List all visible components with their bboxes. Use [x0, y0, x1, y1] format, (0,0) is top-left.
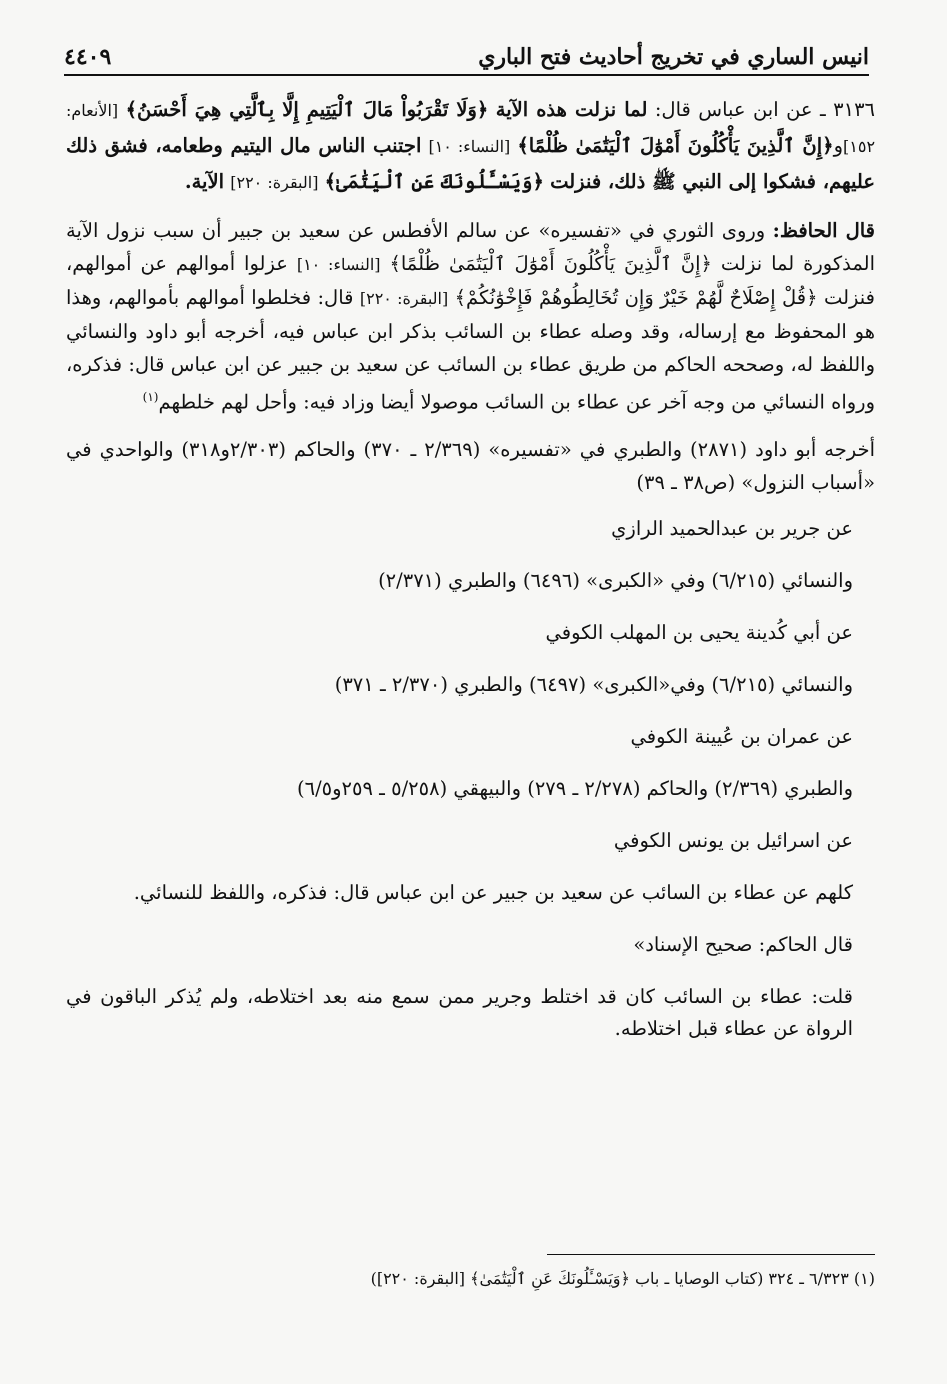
takhrij-line-9: قال الحاكم: صحيح الإسناد» [633, 932, 853, 956]
footnote [66, 1266, 875, 1292]
quran-verse-2: ﴿إِنَّ ٱلَّذِينَ يَأْكُلُونَ أَمْوَٰلَ ٱلْيَتَٰمَىٰ ظُلْمًا﴾ [517, 134, 834, 157]
takhrij-line-7: عن اسرائيل بن يونس الكوفي [613, 828, 853, 852]
page-number: ٤٤٠٩ [64, 44, 112, 70]
hafiz-text-3: قال: فخلطوا أموالهم بأموالهم، وهذا هو المحفوظ مع إرساله، وقد وصله عطاء بن السائب بذكر ابن عباس فيه، أخرجه أبو داود والنسائي واللفظ له، وصححه الحاكم من طريق عطاء بن السائب عن سعيد بن جبير عن ابن عباس قال: فذكره، ورواه النسائي من وجه آخر عن عطاء بن السائب موصولا أيضا وزاد فيه: وأحل لهم خلطهم [66, 286, 875, 414]
hadith-paragraph [66, 92, 875, 200]
footnote-number: (١) [853, 1269, 875, 1288]
hadith-text-4: الآية. [184, 170, 225, 193]
footnote-marker: (١) [142, 390, 159, 404]
hafiz-paragraph [66, 214, 875, 419]
conjunction-and: و [833, 134, 843, 157]
takhrij-line-6: والطبري (٢/٣٦٩) والحاكم (٢/٢٧٨ ـ ٢٧٩) والبيهقي (٥/٢٥٨ ـ ٢٥٩و٦/٥) [296, 776, 853, 800]
verse-ref-3: [البقرة: ٢٢٠] [230, 173, 319, 192]
takhrij-intro: أخرجه أبو داود (٢٨٧١) والطبري في «تفسيره» (٢/٣٦٩ ـ ٣٧٠) والحاكم (٢/٣٠٣و٣١٨) والواحدي في «أسباب النزول» (ص٣٨ ـ ٣٩) [66, 437, 875, 494]
hafiz-text-1: وروى الثوري في «تفسيره» عن سالم الأفطس عن سعيد بن جبير أن سبب نزول الآية المذكورة لما نزلت [66, 219, 875, 275]
hafiz-quran-2: ﴿قُلْ إِصْلَاحٌ لَّهُمْ خَيْرٌ وَإِن تُخَالِطُوهُمْ فَإِخْوَٰنُكُمْ﴾ [454, 286, 818, 309]
hadith-number: ٣١٣٦ [833, 98, 876, 121]
hadith-text-3: اجتنب الناس مال اليتيم وطعامه، فشق ذلك عليهم، فشكوا إلى النبي ﷺ ذلك، فنزلت [66, 134, 875, 193]
page-header [64, 30, 869, 76]
takhrij-line-4: والنسائي (٦/٢١٥) وفي«الكبرى» (٦٤٩٧) والطبري (٢/٣٧٠ ـ ٣٧١) [334, 672, 853, 696]
takhrij-line-2: والنسائي (٦/٢١٥) وفي «الكبرى» (٦٤٩٦) والطبري (٢/٣٧١) [378, 568, 853, 592]
verse-ref-1: [الأنعام: ١٥٢] [66, 101, 876, 156]
hadith-text-1: ـ عن ابن عباس قال: [654, 98, 826, 121]
page-body [66, 92, 875, 1065]
quran-verse-1: ﴿وَلَا تَقْرَبُواْ مَالَ ٱلْيَتِيمِ إِلَّا بِٱلَّتِي هِيَ أَحْسَنُ﴾ [125, 98, 489, 121]
takhrij-line-10: قلت: عطاء بن السائب كان قد اختلط وجرير ممن سمع منه بعد اختلاطه، ولم يُذكر الباقون في الرواة عن عطاء قبل اختلاطه. [66, 984, 853, 1040]
takhrij-line-3: عن أبي كُدينة يحيى بن المهلب الكوفي [545, 620, 853, 644]
running-title: انيس الساري في تخريج أحاديث فتح الباري [478, 44, 869, 70]
verse-ref-2: [النساء: ١٠] [428, 137, 511, 156]
hadith-text-2: لما نزلت هذه الآية [495, 98, 648, 121]
takhrij-line-8: كلهم عن عطاء بن السائب عن سعيد بن جبير عن ابن عباس قال: فذكره، واللفظ للنسائي. [133, 880, 853, 904]
hafiz-text-2: عزلوا أموالهم عن أموالهم، فنزلت [66, 252, 875, 309]
hafiz-quran-1: ﴿إِنَّ ٱلَّذِينَ يَأْكُلُونَ أَمْوَٰلَ ٱلْيَتَٰمَىٰ ظُلْمًا﴾ [389, 252, 712, 275]
footnote-quran: ﴿وَيَسْـَٔلُونَكَ عَنِ ٱلْيَتَٰمَىٰ﴾ [470, 1269, 630, 1288]
footnote-text: ٦/٣٢٣ ـ ٣٢٤ (كتاب الوصايا ـ باب [634, 1269, 849, 1288]
hafiz-ref-1: [النساء: ١٠] [296, 255, 381, 274]
takhrij-line-1: عن جرير بن عبدالحميد الرازي [611, 516, 853, 540]
hafiz-ref-2: [البقرة: ٢٢٠] [359, 289, 449, 308]
footnote-ref: [البقرة: ٢٢٠]) [370, 1269, 466, 1288]
footnote-divider [547, 1254, 875, 1255]
quran-verse-3: ﴿وَيَسْـَٔلُونَكَ عَنِ ٱلْيَتَٰمَىٰ﴾ [324, 170, 544, 193]
takhrij-line-5: عن عمران بن عُيينة الكوفي [630, 724, 853, 748]
hafiz-label: قال الحافظ: [772, 219, 875, 242]
